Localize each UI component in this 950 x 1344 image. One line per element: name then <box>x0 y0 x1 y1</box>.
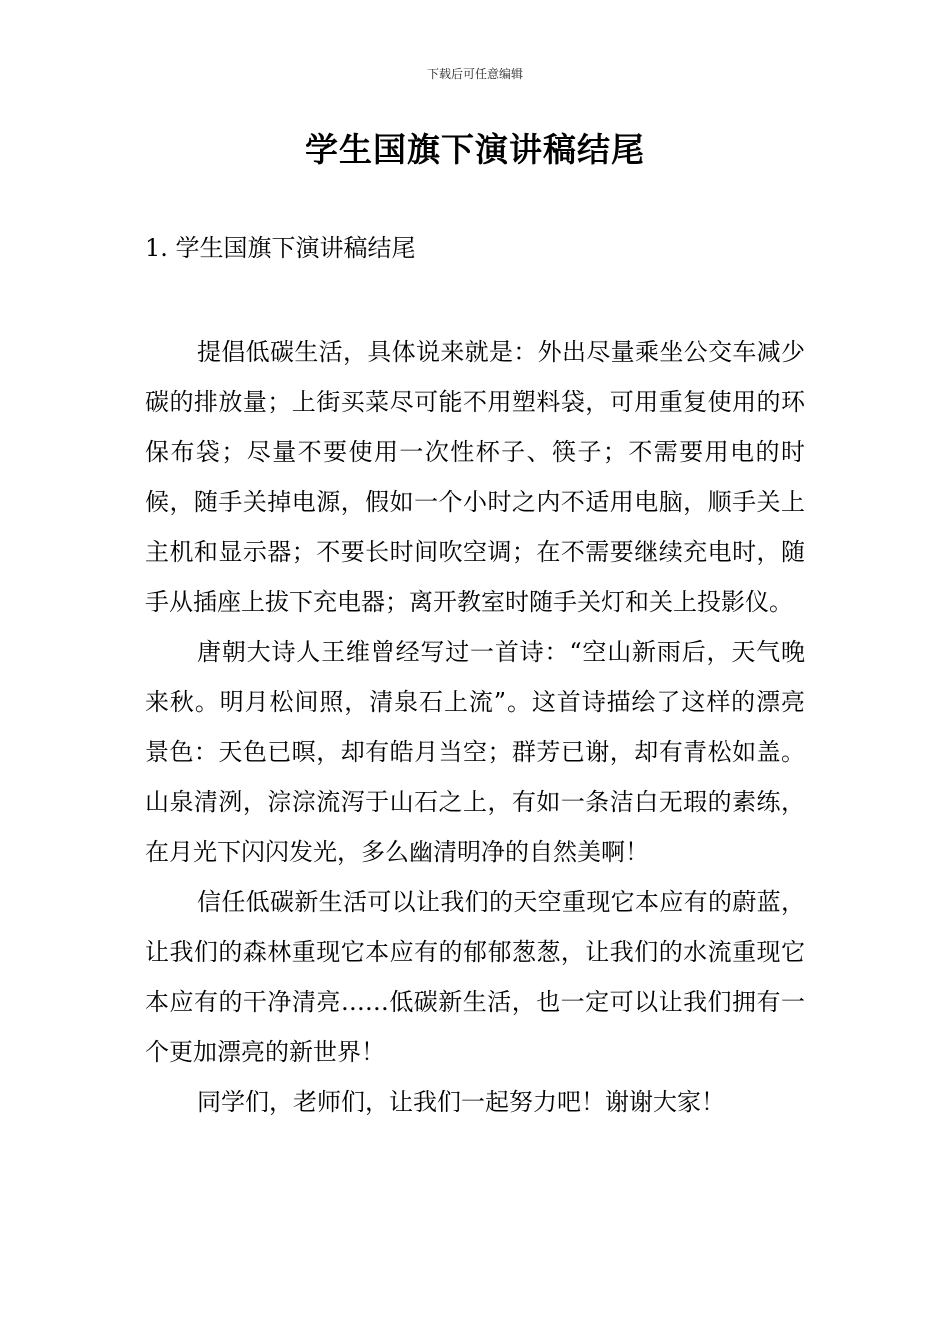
page-title: 学生国旗下演讲稿结尾 <box>305 130 645 169</box>
paragraph-poem: 唐朝大诗人王维曾经写过一首诗：“空山新雨后，天气晚来秋。明月松间照，清泉石上流”。这首诗描绘了这样的漂亮景色：天色已暝，却有皓月当空；群芳已谢，却有青松如盖。山泉清洌，淙淙流泻于山石之上，有如一条洁白无瑕的素练，在月光下闪闪发光，多么幽清明净的自然美啊！ <box>145 638 805 866</box>
body-text <box>145 327 805 1127</box>
section-heading: 1. 学生国旗下演讲稿结尾 <box>145 234 416 262</box>
paragraph-low-carbon-tips: 提倡低碳生活，具体说来就是：外出尽量乘坐公交车减少碳的排放量；上街买菜尽可能不用塑料袋，可用重复使用的环保布袋；尽量不要使用一次性杯子、筷子；不需要用电的时候，随手关掉电源，假如一个小时之内不适用电脑，顺手关上主机和显示器；不要长时间吹空调；在不需要继续充电时，随手从插座上拔下充电器；离开教室时随手关灯和关上投影仪。 <box>145 338 805 616</box>
header-note: 下载后可任意编辑 <box>426 67 523 81</box>
paragraph-closing: 同学们，老师们，让我们一起努力吧！谢谢大家！ <box>197 1088 725 1116</box>
paragraph-new-life: 信任低碳新生活可以让我们的天空重现它本应有的蔚蓝，让我们的森林重现它本应有的郁郁葱葱，让我们的水流重现它本应有的干净清亮……低碳新生活，也一定可以让我们拥有一个更加漂亮的新世界！ <box>145 888 805 1066</box>
